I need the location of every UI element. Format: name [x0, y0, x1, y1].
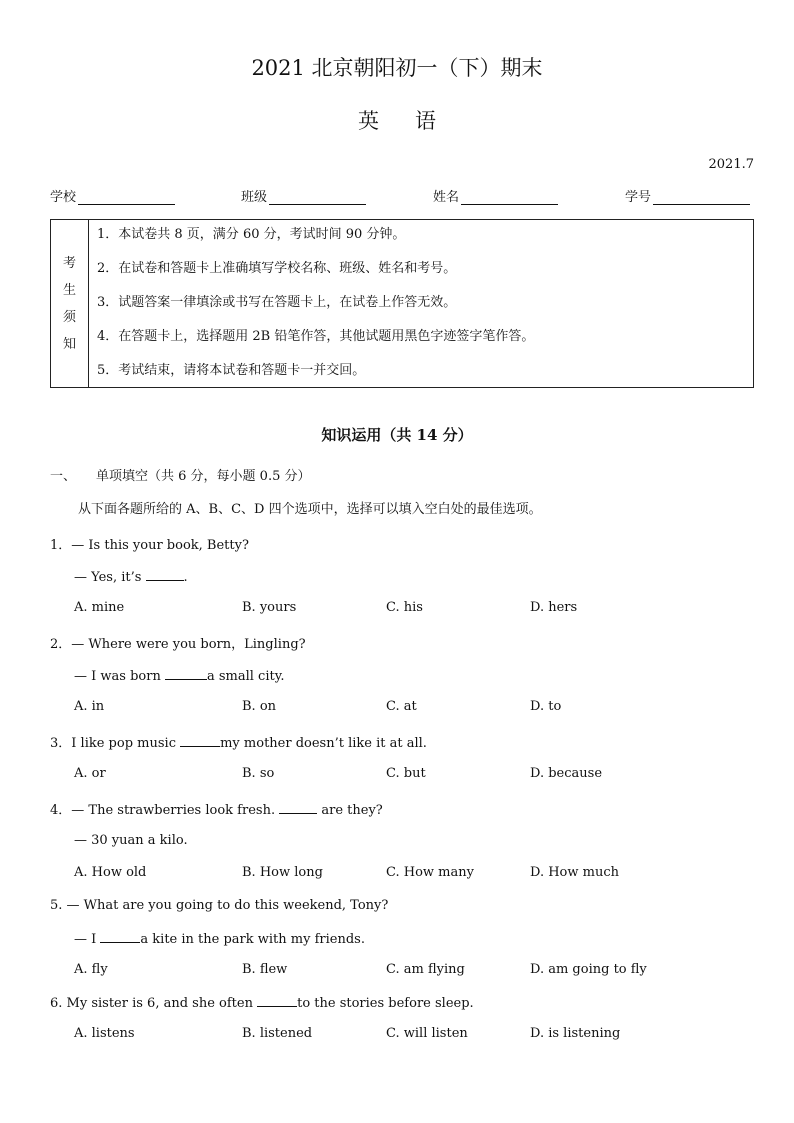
question-text-after: are they? — [321, 803, 383, 818]
option-c[interactable]: C. his — [386, 600, 423, 615]
option-d[interactable]: D. hers — [530, 600, 578, 615]
response-text-after: a kite in the park with my friends. — [140, 932, 365, 947]
part-instruction: 从下面各题所给的 A、B、C、D 四个选项中，选择可以填入空白处的最佳选项。 — [78, 502, 542, 517]
notice-item: 4．在答题卡上，选择题用 2B 铅笔作答，其他试题用黑色字迹签字笔作答。 — [97, 329, 535, 344]
notice-item: 5．考试结束，请将本试卷和答题卡一并交回。 — [97, 363, 366, 378]
response-text: — 30 yuan a kilo. — [74, 833, 188, 848]
question-text: 6. My sister is 6, and she often — [50, 996, 258, 1011]
notice-side-label — [51, 220, 89, 387]
class-label: 班级 — [241, 190, 268, 205]
question-2 — [50, 633, 306, 652]
question-2-response — [74, 667, 284, 684]
notice-item: 2．在试卷和答题卡上准确填写学校名称、班级、姓名和考号。 — [97, 261, 457, 276]
answer-blank[interactable] — [279, 801, 317, 814]
answer-blank[interactable] — [257, 994, 297, 1007]
option-b[interactable]: B. flew — [242, 962, 288, 977]
option-a[interactable]: A. fly — [74, 962, 108, 977]
response-text: — I was born — [74, 669, 165, 684]
option-c[interactable]: C. How many — [386, 865, 474, 880]
option-a[interactable]: A. listens — [74, 1026, 135, 1041]
notice-item: 3．试题答案一律填涂或书写在答题卡上，在试卷上作答无效。 — [97, 295, 457, 310]
option-b[interactable]: B. so — [242, 766, 275, 781]
question-5 — [50, 898, 388, 913]
notice-side-char: 须 — [62, 309, 76, 325]
notice-item: 1．本试卷共 8 页，满分 60 分，考试时间 90 分钟。 — [97, 227, 406, 242]
question-6 — [50, 994, 474, 1011]
student-info-row — [50, 186, 755, 208]
answer-blank[interactable] — [100, 930, 140, 943]
question-text-after: my mother doesn’t like it at all. — [220, 736, 427, 751]
response-text: — I — [74, 932, 101, 947]
school-blank[interactable] — [78, 189, 175, 205]
notice-side-char: 考 — [62, 255, 76, 271]
option-b[interactable]: B. listened — [242, 1026, 313, 1041]
option-a[interactable]: A. How old — [74, 865, 147, 880]
option-c[interactable]: C. will listen — [386, 1026, 468, 1041]
response-text: — Yes, it’s — [74, 570, 146, 585]
part-title: 单项填空（共 6 分，每小题 0.5 分） — [96, 469, 311, 484]
student-id-blank[interactable] — [653, 189, 750, 205]
answer-blank[interactable] — [165, 667, 207, 680]
option-d[interactable]: D. because — [530, 766, 603, 781]
option-c[interactable]: C. at — [386, 699, 417, 714]
name-field[interactable] — [433, 186, 558, 205]
name-label: 姓名 — [433, 190, 460, 205]
option-d[interactable]: D. to — [530, 699, 562, 714]
response-text-after: a small city. — [206, 669, 285, 684]
school-label: 学校 — [50, 190, 77, 205]
question-text: 5. — What are you going to do this weekend, Tony? — [50, 898, 389, 913]
notice-side-char: 知 — [62, 336, 76, 352]
exam-title: 2021 北京朝阳初一（下）期末 — [251, 56, 543, 80]
question-3 — [50, 732, 427, 751]
question-text: 2．— Where were you born，Lingling? — [50, 637, 306, 652]
question-text: 3．I like pop music — [50, 736, 181, 751]
option-b[interactable]: B. yours — [242, 600, 297, 615]
option-b[interactable]: B. How long — [242, 865, 323, 880]
student-id-field[interactable] — [625, 186, 750, 205]
exam-date: 2021.7 — [708, 157, 754, 172]
option-a[interactable]: A. or — [74, 766, 106, 781]
name-blank[interactable] — [461, 189, 558, 205]
option-d[interactable]: D. am going to fly — [530, 962, 647, 977]
question-text: 4．— The strawberries look fresh. — [50, 803, 280, 818]
option-c[interactable]: C. but — [386, 766, 426, 781]
question-text: 1．— Is this your book, Betty? — [50, 538, 249, 553]
option-a[interactable]: A. mine — [74, 600, 125, 615]
class-field[interactable] — [241, 186, 366, 205]
response-text-after: . — [183, 570, 188, 585]
section-title: 知识运用（共 14 分） — [321, 426, 473, 444]
notice-side-char: 生 — [62, 282, 76, 298]
part-number: 一、 — [50, 469, 77, 484]
option-b[interactable]: B. on — [242, 699, 277, 714]
question-4 — [50, 799, 383, 818]
question-5-response — [74, 930, 365, 947]
answer-blank[interactable] — [180, 734, 220, 747]
option-c[interactable]: C. am flying — [386, 962, 465, 977]
question-text-after: to the stories before sleep. — [297, 996, 474, 1011]
question-1 — [50, 534, 249, 553]
student-id-label: 学号 — [625, 190, 652, 205]
option-d[interactable]: D. How much — [530, 865, 620, 880]
question-1-response — [74, 568, 188, 585]
option-d[interactable]: D. is listening — [530, 1026, 621, 1041]
part-heading — [50, 465, 310, 484]
class-blank[interactable] — [269, 189, 366, 205]
exam-subject: 英语 — [358, 109, 472, 133]
answer-blank[interactable] — [146, 568, 184, 581]
option-a[interactable]: A. in — [74, 699, 105, 714]
school-field[interactable] — [50, 186, 175, 205]
question-4-response — [74, 833, 188, 848]
exam-notice-box — [50, 219, 754, 388]
